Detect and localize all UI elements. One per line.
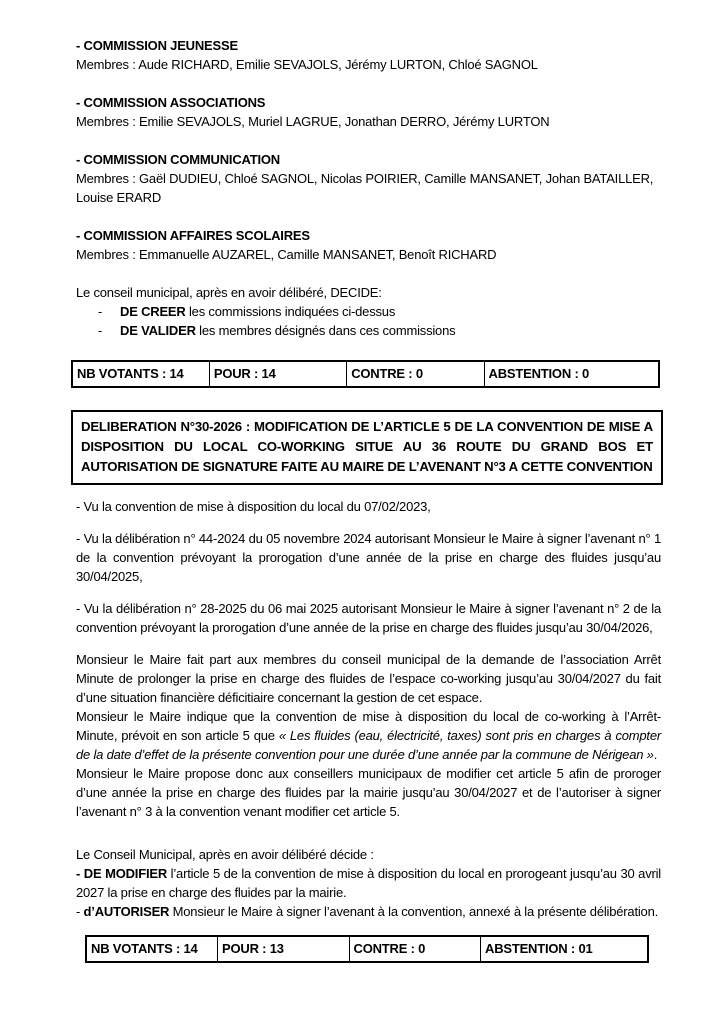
commission-title: - COMMISSION COMMUNICATION xyxy=(76,152,280,167)
decision-1-items xyxy=(76,302,661,340)
vu-paragraph-1: - Vu la convention de mise à disposition du local du 07/02/2023, xyxy=(76,499,431,514)
decision-text: Monsieur le Maire à signer l’avenant à la convention, annexé à la présente délibération. xyxy=(169,904,659,919)
commission-affaires-scolaires xyxy=(76,226,661,264)
commission-title: - COMMISSION JEUNESSE xyxy=(76,38,238,53)
decision-2-item-autoriser xyxy=(76,902,661,921)
decision-2-intro: Le Conseil Municipal, après en avoir délibéré décide : xyxy=(76,847,374,862)
decision-1-item xyxy=(76,302,661,321)
vote-cell-contre: CONTRE : 0 xyxy=(349,936,481,962)
decision-text: l’article 5 de la convention de mise à disposition du local en prorogeant jusqu’au 30 avril 2027 la prise en charge des fluides par la mairie. xyxy=(76,866,661,900)
decision-1-item xyxy=(76,321,661,340)
commission-title: - COMMISSION AFFAIRES SCOLAIRES xyxy=(76,228,310,243)
vote-cell-pour: POUR : 14 xyxy=(209,361,346,387)
decision-2 xyxy=(76,845,661,921)
decision-text: les membres désignés dans ces commissions xyxy=(195,323,456,338)
commission-associations xyxy=(76,93,661,131)
body-2-suffix: . xyxy=(653,747,658,762)
article-5-quote: « Les fluides (eau, électricité, taxes) sont pris en charges à compter de la date d’effet de la présente convention pour une durée d’une année par la commune de Nérigean » xyxy=(76,728,661,762)
decision-1-intro: Le conseil municipal, après en avoir délibéré, DECIDE: xyxy=(76,285,382,300)
commission-communication xyxy=(76,150,661,207)
vote-table-2 xyxy=(85,935,649,963)
vote-cell-abstention: ABSTENTION : 01 xyxy=(481,936,649,962)
decision-verb: DE MODIFIER xyxy=(83,866,168,881)
vote-cell-contre: CONTRE : 0 xyxy=(347,361,484,387)
commission-jeunesse xyxy=(76,36,661,74)
vote-cell-pour: POUR : 13 xyxy=(218,936,350,962)
dash-bullet: - xyxy=(98,304,103,319)
vote-cell-abstention: ABSTENTION : 0 xyxy=(484,361,659,387)
deliberation-body xyxy=(76,650,661,821)
commission-members: Membres : Aude RICHARD, Emilie SEVAJOLS, Jérémy LURTON, Chloé SAGNOL xyxy=(76,57,538,72)
commission-title: - COMMISSION ASSOCIATIONS xyxy=(76,95,266,110)
decision-verb: DE CREER xyxy=(120,304,186,319)
vote-cell-nb-votants: NB VOTANTS : 14 xyxy=(86,936,218,962)
decision-verb: d’AUTORISER xyxy=(83,904,170,919)
decision-1 xyxy=(76,283,661,340)
commission-members: Membres : Emmanuelle AUZAREL, Camille MANSANET, Benoît RICHARD xyxy=(76,247,497,262)
body-paragraph-3: Monsieur le Maire propose donc aux conseillers municipaux de modifier cet article 5 afin de proroger d’une année la prise en charge des fluides par la mairie jusqu’au 30/04/2027 et de l’autoriser à signer l’avenant n° 3 à la convention venant modifier cet article 5. xyxy=(76,766,661,819)
decision-text: les commissions indiquées ci-dessus xyxy=(185,304,396,319)
decision-verb: DE VALIDER xyxy=(120,323,196,338)
vu-paragraph-2: - Vu la délibération n° 44-2024 du 05 novembre 2024 autorisant Monsieur le Maire à signer l’avenant n° 1 de la convention prévoyant la prorogation d’une année de la prise en charge des fluides jusqu’au 30/04/2025, xyxy=(76,531,661,584)
vote-cell-nb-votants: NB VOTANTS : 14 xyxy=(72,361,209,387)
vu-paragraph-3: - Vu la délibération n° 28-2025 du 06 mai 2025 autorisant Monsieur le Maire à signer l’avenant n° 2 de la convention prévoyant la prorogation d’une année de la prise en charge des fluides jusqu’au 30/04/2026, xyxy=(76,601,661,635)
decision-2-item-modifier xyxy=(76,864,661,902)
dash-bullet: - xyxy=(76,866,84,881)
vote-table-row xyxy=(86,936,648,962)
body-paragraph-2 xyxy=(76,707,661,764)
body-2-prefix: Monsieur le Maire indique que la convention de mise à disposition du local de co-working à l’Arrêt-Minute, prévoit en son article 5 que xyxy=(76,709,661,743)
commission-members: Membres : Gaël DUDIEU, Chloé SAGNOL, Nicolas POIRIER, Camille MANSANET, Johan BATAILLER, Louise ERARD xyxy=(76,171,654,205)
dash-bullet: - xyxy=(98,323,103,338)
commission-members: Membres : Emilie SEVAJOLS, Muriel LAGRUE, Jonathan DERRO, Jérémy LURTON xyxy=(76,114,550,129)
vote-table-1 xyxy=(71,360,660,388)
deliberation-title-box: DELIBERATION N°30-2026 : MODIFICATION DE L’ARTICLE 5 DE LA CONVENTION DE MISE A DISPOSITION DU LOCAL CO-WORKING SITUE AU 36 ROUTE DU GRAND BOS ET AUTORISATION DE SIGNATURE FAITE AU MAIRE DE L’AVENANT N°3 A CETTE CONVENTION xyxy=(71,410,663,485)
vote-table-row xyxy=(72,361,659,387)
blank-gap xyxy=(76,821,661,833)
body-paragraph-1: Monsieur le Maire fait part aux membres du conseil municipal de la demande de l’association Arrêt Minute de prolonger la prise en charge des fluides de l’espace co-working jusqu’au 30/04/2027 du fait d’une situation financière déficitiaire concernant la gestion de cet espace. xyxy=(76,652,661,705)
dash-bullet: - xyxy=(76,904,84,919)
